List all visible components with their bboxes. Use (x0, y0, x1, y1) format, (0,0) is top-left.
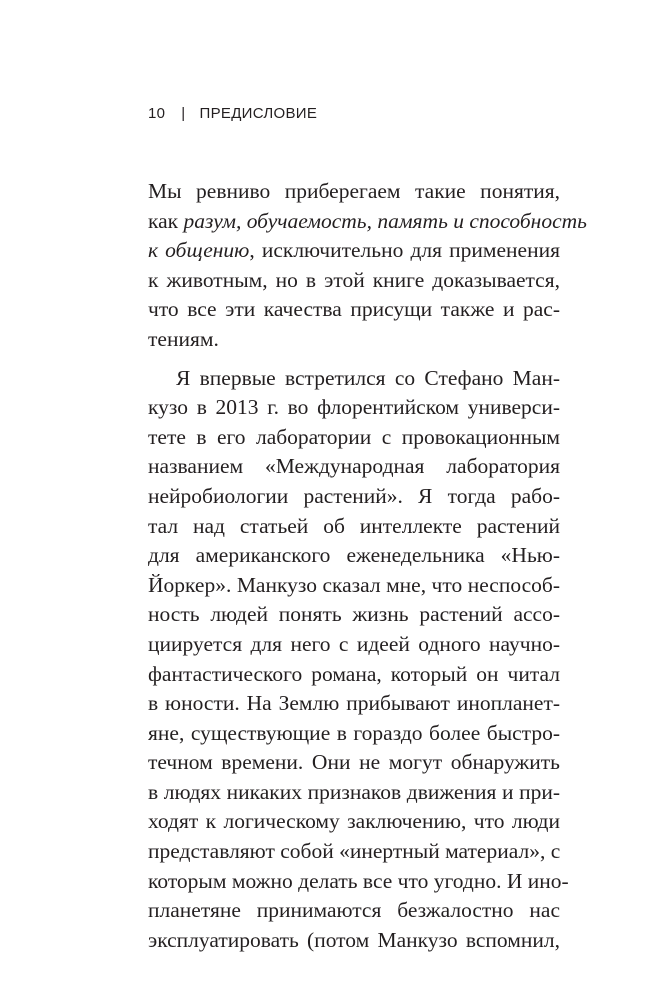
text-line (148, 236, 560, 266)
text-line: тениям. (148, 326, 219, 351)
text-line: названием «Международная лаборатория (148, 454, 560, 479)
text-line: Йоркер». Манкузо сказал мне, что неспособ- (148, 572, 560, 597)
text-line: циируется для него с идеей одного научно- (148, 631, 560, 656)
paragraph-2 (148, 364, 569, 956)
running-head (148, 105, 317, 122)
text-line: течном времени. Они не могут обнаружить (148, 750, 560, 775)
text-line: тал над статьей об интеллекте растений (148, 513, 560, 538)
text-line: в юности. На Землю прибывают инопланет- (148, 691, 560, 716)
text-line: ходят к логическому заключению, что люди (148, 809, 560, 834)
text-line: в людях никаких признаков движения и при- (148, 779, 560, 804)
text-run: , исключительно для применения (249, 238, 560, 263)
text-line: что все эти качества присущи также и рас- (148, 297, 560, 322)
body-text (148, 177, 587, 955)
paragraph-1 (148, 177, 587, 355)
text-line: Я впервые встретился со Стефано Ман- (176, 365, 560, 390)
header-separator: | (181, 105, 186, 122)
text-line: ность людей понять жизнь растений ассо- (148, 602, 560, 627)
text-line: нейробиологии растений». Я тогда рабо- (148, 483, 560, 508)
page-number: 10 (148, 105, 166, 122)
text-line: эксплуатировать (потом Манкузо вспомнил, (148, 927, 560, 952)
text-line: к животным, но в этой книге доказывается, (148, 267, 560, 292)
italic-run: к общению (148, 238, 250, 263)
text-line: для американского еженедельника «Нью- (148, 543, 560, 568)
italic-run: разум, обучаемость, память и способность (183, 208, 587, 233)
text-line: представляют собой «инертный материал», с (148, 839, 561, 864)
text-line: тете в его лаборатории с провокационным (148, 424, 560, 449)
section-title: ПРЕДИСЛОВИЕ (199, 105, 318, 122)
text-run: как (148, 208, 184, 233)
text-line: кузо в 2013 г. во флорентийском универси- (148, 395, 560, 420)
text-line: планетяне принимаются безжалостно нас (148, 898, 560, 923)
text-line: которым можно делать все что угодно. И ино- (148, 868, 569, 893)
paragraph-gap (148, 355, 560, 364)
text-line (148, 207, 587, 237)
text-line: яне, существующие в гораздо более быстро- (148, 720, 560, 745)
text-line: фантастического романа, который он читал (148, 661, 560, 686)
text-line: Мы ревниво приберегаем такие понятия, (148, 179, 560, 203)
